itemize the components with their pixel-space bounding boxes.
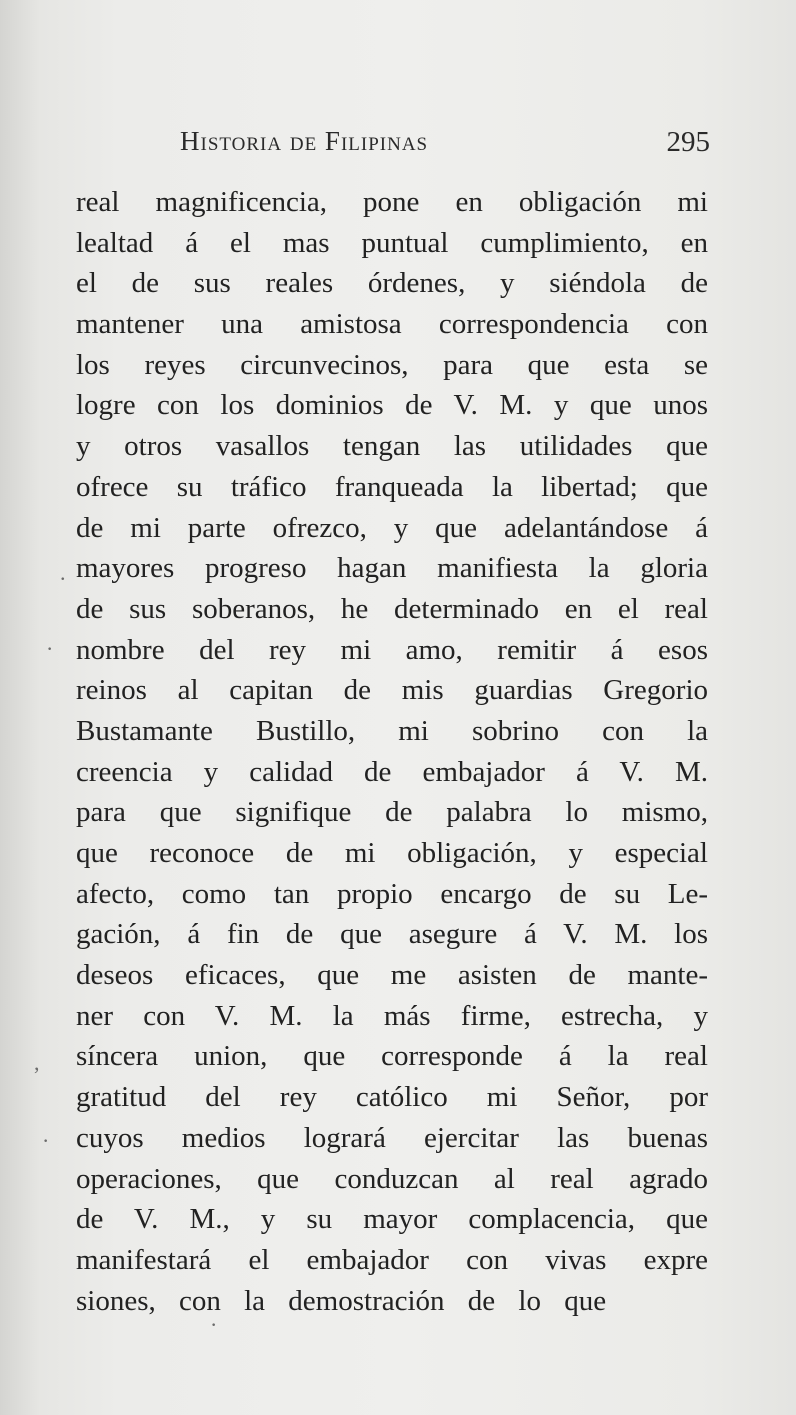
- text-line: logre con los dominios de V. M. y que unos: [76, 389, 708, 422]
- text-line: de V. M., y su mayor complacencia, que: [76, 1203, 708, 1236]
- margin-mark: ,: [34, 1050, 40, 1075]
- text-line: los reyes circunvecinos, para que esta se: [76, 348, 708, 381]
- text-line: ofrece su tráfico franqueada la libertad; que: [76, 470, 708, 503]
- text-line: de sus soberanos, he determinado en el real: [76, 592, 708, 625]
- page-number: 295: [666, 126, 710, 158]
- running-title: Historia de Filipinas: [180, 126, 429, 156]
- margin-mark: .: [60, 560, 66, 585]
- body-text: [76, 182, 708, 1321]
- text-line: gratitud del rey católico mi Señor, por: [76, 1081, 708, 1114]
- text-line: síncera union, que corresponde á la real: [76, 1040, 708, 1073]
- text-line: real magnificencia, pone en obligación mi: [76, 186, 708, 218]
- text-line: de mi parte ofrezco, y que adelantándose á: [76, 511, 708, 544]
- text-line: deseos eficaces, que me asisten de mante-: [76, 959, 708, 992]
- page-header: [180, 118, 720, 164]
- text-line: manifestará el embajador con vivas expre: [76, 1243, 708, 1276]
- text-line: afecto, como tan propio encargo de su Le-: [76, 877, 708, 910]
- text-line: nombre del rey mi amo, remitir á esos: [76, 633, 708, 666]
- text-line: Bustamante Bustillo, mi sobrino con la: [76, 714, 708, 747]
- text-line: siones, con la demostración de lo que: [76, 1284, 607, 1317]
- text-line: y otros vasallos tengan las utilidades que: [76, 430, 708, 463]
- margin-mark: ·: [46, 636, 54, 661]
- margin-mark: ·: [210, 1312, 218, 1337]
- text-line: reinos al capitan de mis guardias Gregorio: [76, 674, 708, 707]
- text-line: creencia y calidad de embajador á V. M.: [76, 755, 708, 788]
- text-line: el de sus reales órdenes, y siéndola de: [76, 267, 708, 300]
- margin-mark: ·: [42, 1128, 50, 1153]
- text-line: gación, á fin de que asegure á V. M. los: [76, 918, 708, 951]
- text-line: que reconoce de mi obligación, y especial: [76, 837, 708, 869]
- text-line: mayores progreso hagan manifiesta la gloria: [76, 552, 708, 585]
- text-line: cuyos medios logrará ejercitar las buenas: [76, 1121, 708, 1154]
- text-line: para que signifique de palabra lo mismo,: [76, 796, 708, 829]
- text-line: mantener una amistosa correspondencia con: [76, 308, 708, 341]
- text-line: ner con V. M. la más firme, estrecha, y: [76, 999, 708, 1032]
- text-line: operaciones, que conduzcan al real agrado: [76, 1162, 708, 1195]
- text-line: lealtad á el mas puntual cumplimiento, en: [76, 226, 708, 259]
